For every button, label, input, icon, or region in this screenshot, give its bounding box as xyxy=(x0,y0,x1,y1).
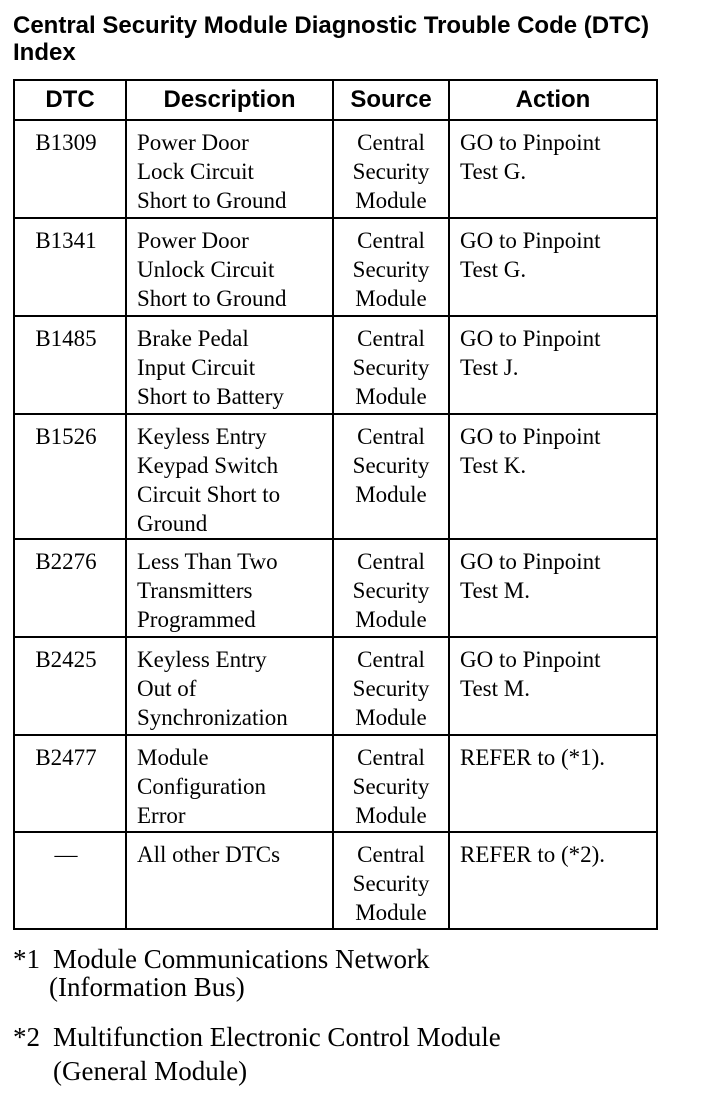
dtc-index-table xyxy=(13,79,658,930)
header-dtc: DTC xyxy=(14,80,126,120)
action-line: REFER to (*1). xyxy=(460,745,606,770)
table-row xyxy=(14,832,657,929)
description-line: Short to Battery xyxy=(137,384,284,409)
dtc-action xyxy=(449,735,657,832)
dtc-source xyxy=(333,637,449,735)
footnotes xyxy=(13,945,693,1101)
header-description: Description xyxy=(126,80,333,120)
document-title: Central Security Module Diagnostic Trouble Code (DTC) Index xyxy=(13,12,650,66)
source-line: Module xyxy=(355,705,427,730)
source-line: Security xyxy=(352,453,430,478)
footnote-mark: *2 xyxy=(13,1022,40,1052)
source-line: Central xyxy=(357,745,425,770)
description-line: Ground xyxy=(137,511,208,536)
description-line: All other DTCs xyxy=(137,842,281,867)
source-line: Security xyxy=(352,355,430,380)
description-line: Short to Ground xyxy=(137,188,287,213)
dtc-source xyxy=(333,414,449,539)
dtc-description xyxy=(126,637,333,735)
table-header-row xyxy=(14,80,657,120)
footnote-text: (General Module) xyxy=(53,1056,248,1086)
source-line: Central xyxy=(357,326,425,351)
action-line: Test K. xyxy=(460,453,527,478)
table-row xyxy=(14,539,657,637)
source-line: Security xyxy=(352,676,430,701)
dtc-source xyxy=(333,120,449,218)
source-line: Security xyxy=(352,578,430,603)
dtc-code: B2425 xyxy=(14,637,126,735)
source-line: Module xyxy=(355,607,427,632)
description-line: Keypad Switch xyxy=(137,453,279,478)
description-line: Less Than Two xyxy=(137,549,278,574)
source-line: Security xyxy=(352,159,430,184)
footnote-text: Multifunction Electronic Control Module xyxy=(53,1022,501,1052)
dtc-description xyxy=(126,735,333,832)
dtc-description xyxy=(126,120,333,218)
action-line: Test G. xyxy=(460,257,527,282)
action-line: Test M. xyxy=(460,676,530,701)
description-line: Power Door xyxy=(137,130,249,155)
description-line: Programmed xyxy=(137,607,256,632)
footnote-text: Module Communications Network xyxy=(53,944,430,974)
description-line: Error xyxy=(137,803,186,828)
description-line: Configuration xyxy=(137,774,267,799)
description-line: Input Circuit xyxy=(137,355,256,380)
action-line: Test J. xyxy=(460,355,519,380)
dtc-code: B1341 xyxy=(14,218,126,316)
description-line: Short to Ground xyxy=(137,286,287,311)
source-line: Central xyxy=(357,647,425,672)
source-line: Central xyxy=(357,549,425,574)
action-line: GO to Pinpoint xyxy=(460,130,601,155)
dtc-code: B2477 xyxy=(14,735,126,832)
dtc-action xyxy=(449,539,657,637)
footnote-mark: *1 xyxy=(13,944,40,974)
dtc-description xyxy=(126,832,333,929)
dtc-code: B2276 xyxy=(14,539,126,637)
action-line: GO to Pinpoint xyxy=(460,549,601,574)
dtc-code: — xyxy=(14,832,126,929)
description-line: Brake Pedal xyxy=(137,326,249,351)
description-line: Module xyxy=(137,745,209,770)
header-source: Source xyxy=(333,80,449,120)
description-line: Out of xyxy=(137,676,197,701)
source-line: Module xyxy=(355,188,427,213)
action-line: REFER to (*2). xyxy=(460,842,606,867)
description-line: Circuit Short to xyxy=(137,482,281,507)
table-row xyxy=(14,120,657,218)
footnote-1 xyxy=(13,945,693,1001)
action-line: Test G. xyxy=(460,159,527,184)
dtc-action xyxy=(449,637,657,735)
action-line: GO to Pinpoint xyxy=(460,424,601,449)
dtc-action xyxy=(449,120,657,218)
action-line: GO to Pinpoint xyxy=(460,647,601,672)
action-line: Test M. xyxy=(460,578,530,603)
dtc-source xyxy=(333,735,449,832)
description-line: Transmitters xyxy=(137,578,253,603)
description-line: Keyless Entry xyxy=(137,424,267,449)
dtc-source xyxy=(333,539,449,637)
table-row xyxy=(14,316,657,414)
source-line: Module xyxy=(355,900,427,925)
description-line: Lock Circuit xyxy=(137,159,254,184)
table-row xyxy=(14,218,657,316)
action-line: GO to Pinpoint xyxy=(460,228,601,253)
source-line: Security xyxy=(352,774,430,799)
footnote-2 xyxy=(13,1023,693,1085)
description-line: Unlock Circuit xyxy=(137,257,275,282)
dtc-action xyxy=(449,316,657,414)
source-line: Central xyxy=(357,842,425,867)
action-line: GO to Pinpoint xyxy=(460,326,601,351)
footnote-text: (Information Bus) xyxy=(49,972,245,1002)
table-row xyxy=(14,637,657,735)
dtc-action xyxy=(449,832,657,929)
source-line: Central xyxy=(357,424,425,449)
dtc-description xyxy=(126,316,333,414)
source-line: Central xyxy=(357,130,425,155)
description-line: Power Door xyxy=(137,228,249,253)
source-line: Module xyxy=(355,482,427,507)
dtc-code: B1309 xyxy=(14,120,126,218)
source-line: Module xyxy=(355,803,427,828)
dtc-code: B1485 xyxy=(14,316,126,414)
source-line: Module xyxy=(355,286,427,311)
table-row xyxy=(14,735,657,832)
dtc-description xyxy=(126,539,333,637)
source-line: Security xyxy=(352,257,430,282)
dtc-source xyxy=(333,832,449,929)
dtc-description xyxy=(126,218,333,316)
dtc-source xyxy=(333,316,449,414)
dtc-action xyxy=(449,414,657,539)
source-line: Module xyxy=(355,384,427,409)
source-line: Central xyxy=(357,228,425,253)
dtc-code: B1526 xyxy=(14,414,126,539)
header-action: Action xyxy=(449,80,657,120)
description-line: Keyless Entry xyxy=(137,647,267,672)
table-row xyxy=(14,414,657,539)
source-line: Security xyxy=(352,871,430,896)
dtc-source xyxy=(333,218,449,316)
dtc-description xyxy=(126,414,333,539)
description-line: Synchronization xyxy=(137,705,288,730)
dtc-action xyxy=(449,218,657,316)
